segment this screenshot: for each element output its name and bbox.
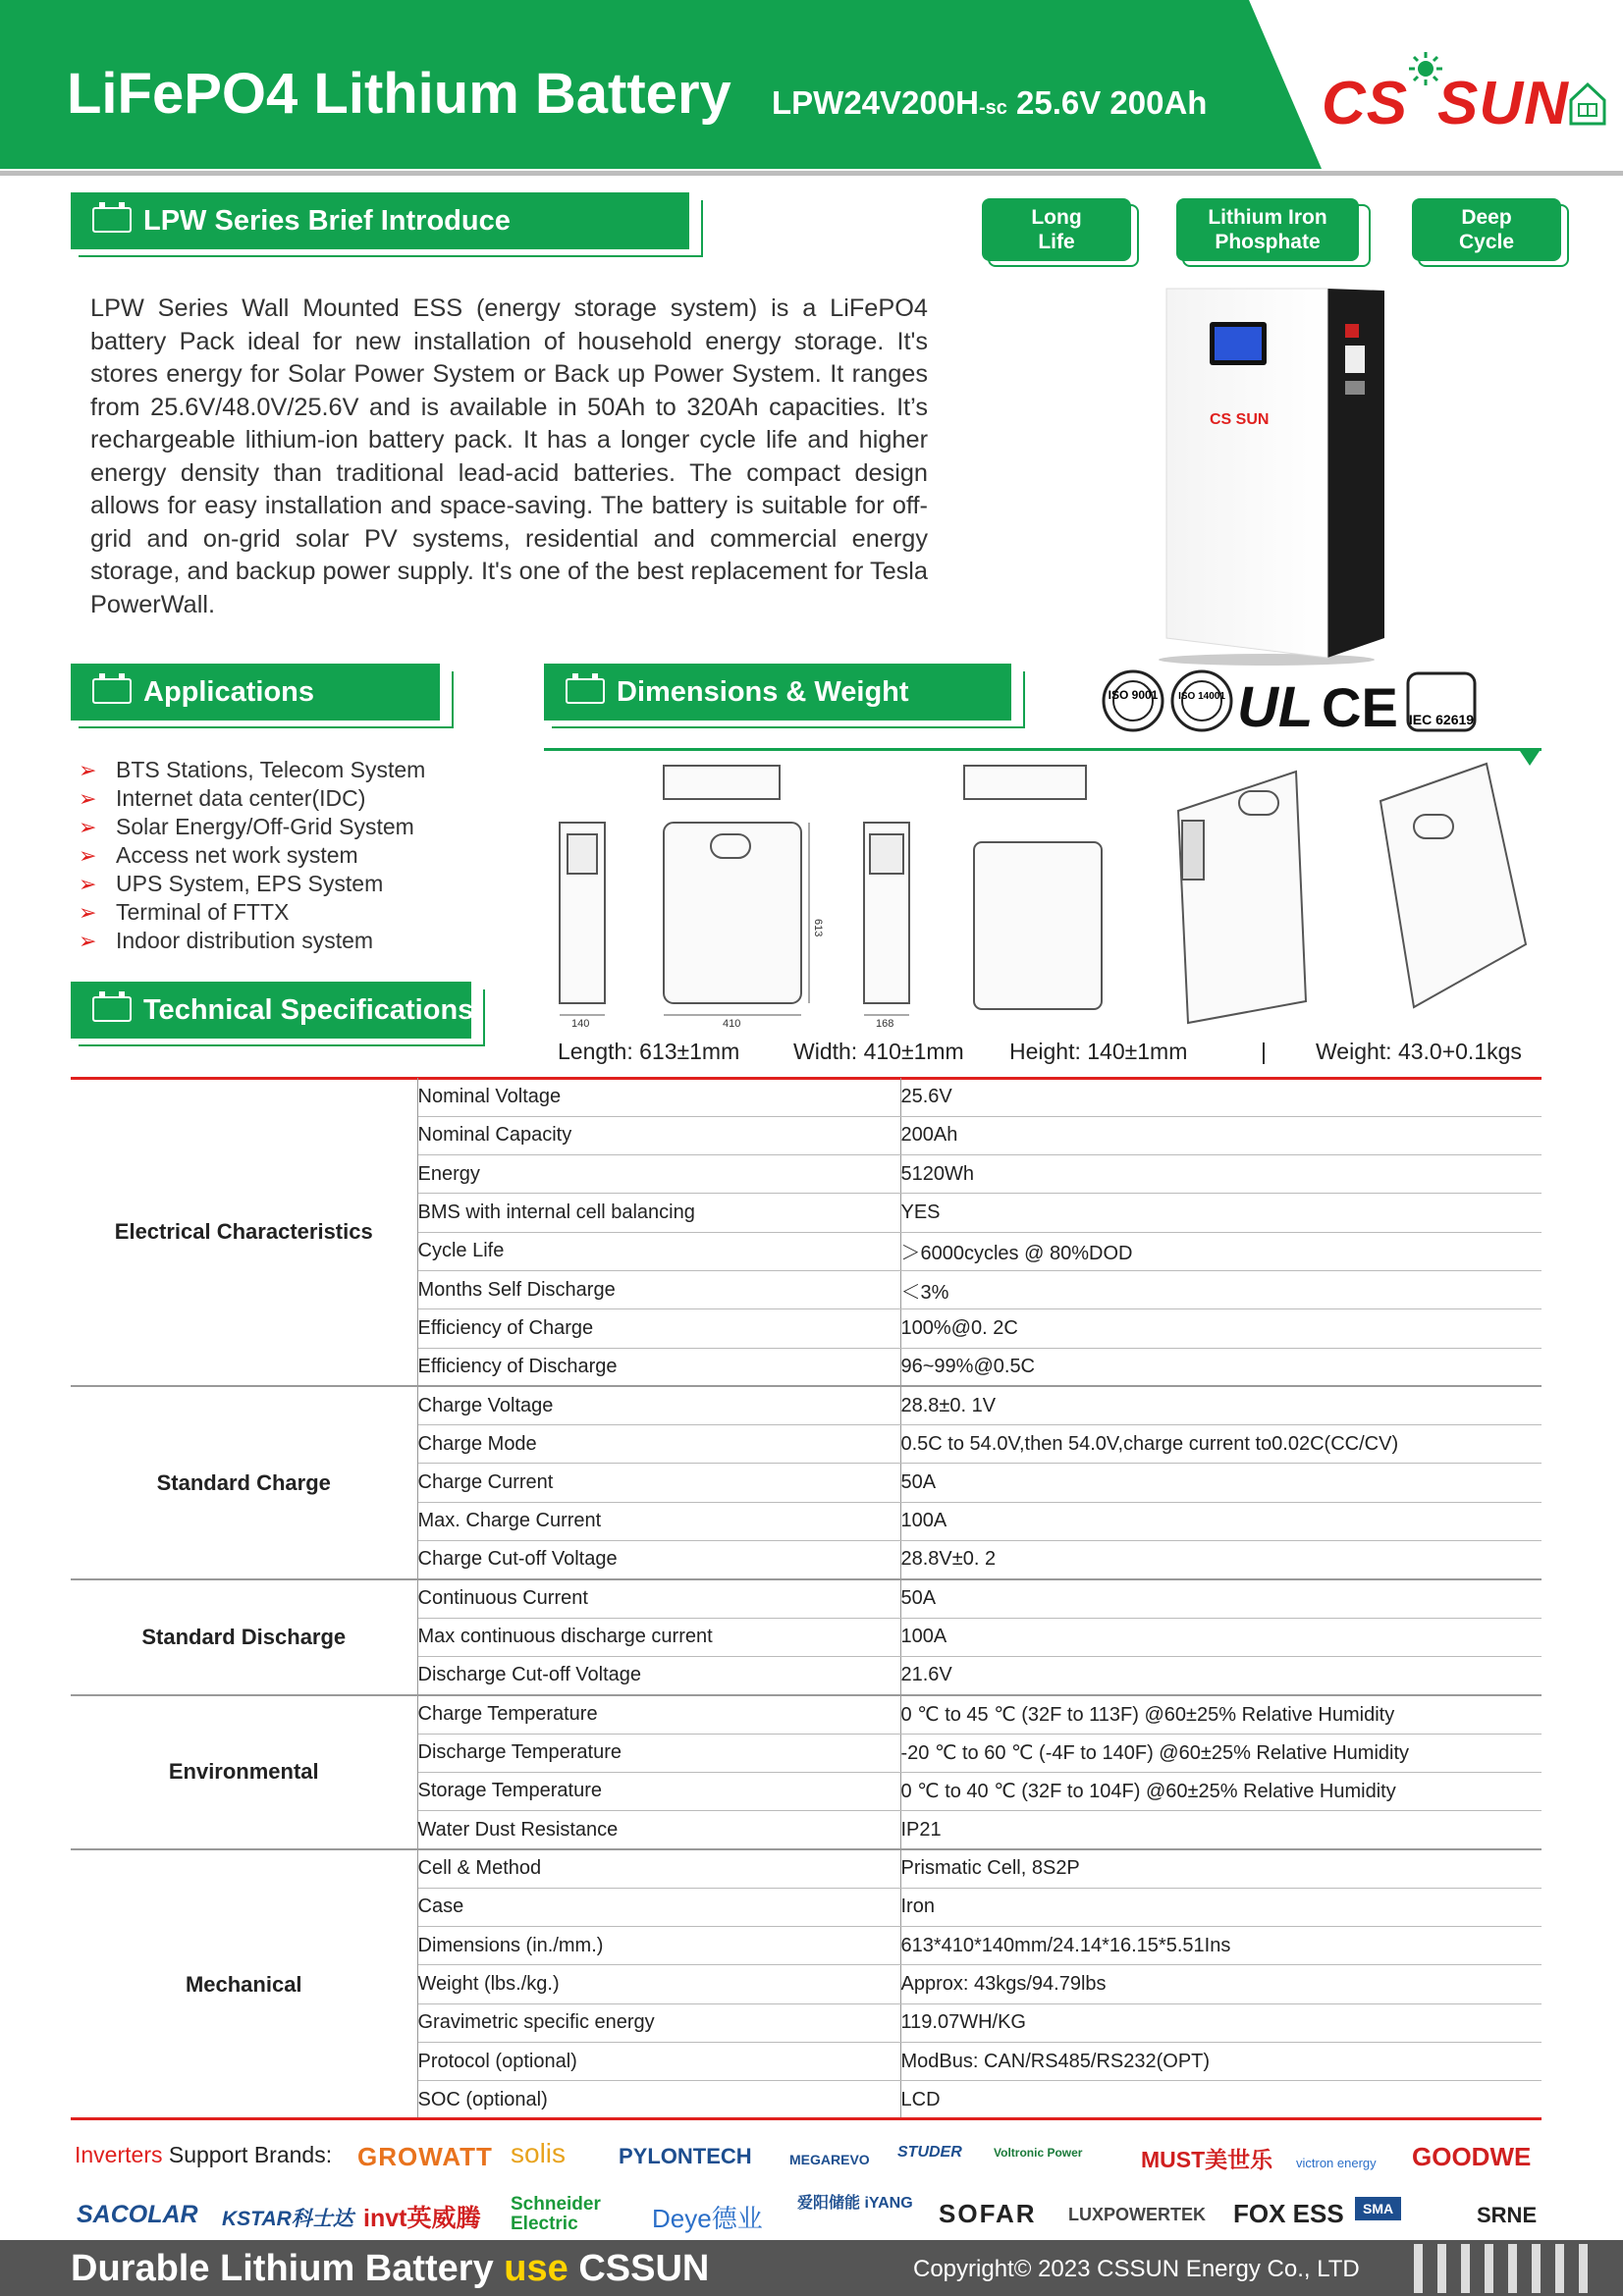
list-item: ➢ Access net work system (79, 842, 358, 868)
spec-value: 100A (900, 1618, 1542, 1656)
spec-value: 100%@0. 2C (900, 1309, 1542, 1348)
dim-weight: Weight: 43.0+0.1kgs (1316, 1039, 1522, 1064)
spec-parameter: Discharge Temperature (417, 1734, 900, 1772)
table-row (71, 1386, 1542, 1424)
brand-sma: SMA (1355, 2197, 1401, 2220)
section-intro-title: LPW Series Brief Introduce (143, 205, 511, 237)
footer-copyright: Copyright© 2023 CSSUN Energy Co., LTD (913, 2256, 1360, 2282)
table-row (71, 1579, 1542, 1618)
spec-value: 0 ℃ to 40 ℃ (32F to 104F) @60±25% Relative Humidity (900, 1772, 1542, 1810)
brand-growatt: GROWATT (357, 2142, 493, 2171)
ul-icon: UL (1237, 675, 1314, 734)
battery-icon (92, 207, 132, 233)
brand-voltronic: Voltronic Power (994, 2146, 1083, 2160)
spec-category: Standard Discharge (71, 1579, 417, 1695)
section-dimensions-header (544, 664, 1019, 721)
spec-parameter: Storage Temperature (417, 1772, 900, 1810)
brand-kstar: KSTAR科士达 (222, 2208, 353, 2230)
brand-victron: victron energy (1296, 2156, 1377, 2170)
list-item: ➢ Internet data center(IDC) (79, 785, 366, 811)
brand-iyang: 爱阳储能 iYANG (797, 2195, 913, 2212)
spec-parameter: Cycle Life (417, 1232, 900, 1270)
spec-parameter: Case (417, 1888, 900, 1926)
list-item: ➢ Solar Energy/Off-Grid System (79, 814, 414, 839)
battery-icon (92, 678, 132, 704)
battery-icon (566, 678, 605, 704)
spec-parameter: Charge Mode (417, 1425, 900, 1464)
spec-parameter: Months Self Discharge (417, 1270, 900, 1308)
certification-logos (1100, 666, 1483, 734)
spec-parameter: Max. Charge Current (417, 1502, 900, 1540)
spec-category: Mechanical (71, 1849, 417, 2119)
spec-parameter: Water Dust Resistance (417, 1811, 900, 1849)
iso9001-icon (1104, 671, 1163, 730)
spec-value: -20 ℃ to 60 ℃ (-4F to 140F) @60±25% Relative Humidity (900, 1734, 1542, 1772)
section-dimensions-title: Dimensions & Weight (617, 676, 909, 708)
spec-parameter: Nominal Capacity (417, 1116, 900, 1154)
brand-srne: SRNE (1477, 2203, 1538, 2227)
spec-parameter: Charge Temperature (417, 1695, 900, 1734)
spec-value: 613*410*140mm/24.14*16.15*5.51Ins (900, 1927, 1542, 1965)
spec-value: 96~99%@0.5C (900, 1348, 1542, 1386)
brand-deye: Deye德业 (652, 2204, 763, 2233)
svg-text:ISO 14001: ISO 14001 (1178, 691, 1225, 702)
brand-goodwe: GOODWE (1412, 2142, 1532, 2171)
spec-parameter: Energy (417, 1155, 900, 1194)
logo-text-sun: SUN (1437, 70, 1569, 137)
brand-sacolar: SACOLAR (77, 2201, 198, 2228)
spec-parameter: Weight (lbs./kg.) (417, 1965, 900, 2003)
logo-text-cs: CS (1322, 70, 1409, 137)
section-applications-header (71, 664, 448, 721)
footer-slogan: Durable Lithium Battery use CSSUN (71, 2248, 710, 2289)
spec-parameter: Max continuous discharge current (417, 1618, 900, 1656)
spec-parameter: Charge Voltage (417, 1386, 900, 1424)
spec-category: Electrical Characteristics (71, 1078, 417, 1386)
spec-parameter: Nominal Voltage (417, 1078, 900, 1116)
spec-category: Standard Charge (71, 1386, 417, 1578)
footer-barcode-decoration (1414, 2244, 1602, 2293)
svg-text:ISO 9001: ISO 9001 (1108, 688, 1159, 702)
spec-value: Approx: 43kgs/94.79lbs (900, 1965, 1542, 2003)
arrow-icon: ➢ (79, 929, 97, 953)
spec-value: 28.8V±0. 2 (900, 1541, 1542, 1579)
dim-separator: | (1261, 1039, 1267, 1064)
intro-paragraph: LPW Series Wall Mounted ESS (energy storage system) is a LiFePO4 battery Pack ideal for new installation of household energy storage. It's stores energy for Solar Power System or Back up Power System. It ranges from 25.6V/48.0V/25.6V and is available in 50Ah to 320Ah capacities. It’s rechargeable lithium-ion battery pack. It has a longer cycle life and higher energy density than traditional lead-acid batteries. The compact design allows for easy installation and space-saving. The battery is suitable for off-grid and on-grid solar PV systems, residential and commercial energy storage, and backup power supply. It's one of the best replacement for Tesla PowerWall. (90, 294, 928, 618)
brand-megarevo: MEGAREVO (789, 2152, 870, 2167)
section-intro-header (71, 192, 699, 249)
table-row (71, 1695, 1542, 1734)
arrow-icon: ➢ (79, 900, 97, 925)
brand-studer: STUDER (897, 2144, 962, 2161)
arrow-icon: ➢ (79, 786, 97, 811)
table-row (71, 1078, 1542, 1116)
brand-must: MUST美世乐 (1141, 2147, 1273, 2172)
iec-icon (1408, 673, 1475, 730)
spec-category: Environmental (71, 1695, 417, 1849)
spec-parameter: BMS with internal cell balancing (417, 1194, 900, 1232)
svg-text:613: 613 (812, 919, 824, 937)
battery-product-image (1149, 285, 1394, 667)
spec-value: 25.6V (900, 1078, 1542, 1116)
product-model: LPW24V200H-sc 25.6V 200Ah (772, 84, 1208, 121)
dimension-drawings (550, 762, 1542, 1033)
brand-logo (1322, 61, 1606, 139)
section-specs-title: Technical Specifications (143, 994, 474, 1026)
list-item: ➢ Indoor distribution system (79, 928, 374, 953)
brand-solis: solis (511, 2138, 567, 2168)
spec-parameter: Charge Current (417, 1464, 900, 1502)
applications-list (79, 756, 425, 955)
ce-icon: CE (1322, 676, 1398, 734)
svg-text:168: 168 (876, 1018, 894, 1030)
spec-value: 0.5C to 54.0V,then 54.0V,charge current to0.02C(CC/CV) (900, 1425, 1542, 1464)
product-title: LiFePO4 Lithium Battery (67, 62, 731, 126)
spec-value: 50A (900, 1579, 1542, 1618)
table-row (71, 1849, 1542, 1888)
svg-text:410: 410 (723, 1018, 741, 1030)
iso14001-icon (1172, 671, 1231, 730)
brand-luxpower: LUXPOWERTEK (1068, 2205, 1207, 2224)
spec-parameter: Efficiency of Charge (417, 1309, 900, 1348)
section-applications-title: Applications (143, 676, 315, 708)
spec-value: 0 ℃ to 45 ℃ (32F to 113F) @60±25% Relative Humidity (900, 1695, 1542, 1734)
spec-value: ModBus: CAN/RS485/RS232(OPT) (900, 2042, 1542, 2080)
header-divider (0, 171, 1623, 176)
spec-parameter: Continuous Current (417, 1579, 900, 1618)
arrow-icon: ➢ (79, 758, 97, 782)
spec-parameter: Gravimetric specific energy (417, 2003, 900, 2042)
arrow-icon: ➢ (79, 843, 97, 868)
spec-table (71, 1078, 1542, 2120)
spec-value: ＜3% (900, 1270, 1542, 1308)
list-item: ➢ BTS Stations, Telecom System (79, 757, 426, 782)
dimensions-underline (544, 748, 1542, 751)
spec-value: ＞6000cycles @ 80%DOD (900, 1232, 1542, 1270)
spec-value: 100A (900, 1502, 1542, 1540)
spec-parameter: SOC (optional) (417, 2081, 900, 2119)
brand-invt: invt英威腾 (363, 2205, 481, 2232)
spec-value: YES (900, 1194, 1542, 1232)
dim-height: Height: 140±1mm (1009, 1039, 1188, 1064)
section-specs-header (71, 982, 479, 1039)
spec-value: 200Ah (900, 1116, 1542, 1154)
spec-parameter: Discharge Cut-off Voltage (417, 1656, 900, 1694)
spec-value: 119.07WH/KG (900, 2003, 1542, 2042)
spec-parameter: Dimensions (in./mm.) (417, 1927, 900, 1965)
spec-parameter: Protocol (optional) (417, 2042, 900, 2080)
tag-long-life: Long Life (982, 198, 1139, 261)
page-header (0, 0, 1623, 169)
list-item: ➢ Terminal of FTTX (79, 899, 290, 925)
spec-value: IP21 (900, 1811, 1542, 1849)
dim-width: Width: 410±1mm (793, 1039, 964, 1064)
house-solar-icon (1567, 79, 1608, 128)
tag-lifepo4: Lithium Iron Phosphate (1176, 198, 1367, 261)
spec-value: Iron (900, 1888, 1542, 1926)
spec-value: 21.6V (900, 1656, 1542, 1694)
spec-value: Prismatic Cell, 8S2P (900, 1849, 1542, 1888)
brand-schneider: Schneider Electric (511, 2194, 601, 2234)
list-item: ➢ UPS System, EPS System (79, 871, 384, 896)
product-logo-text: CS SUN (1210, 411, 1270, 428)
svg-text:140: 140 (571, 1018, 590, 1030)
spec-parameter: Charge Cut-off Voltage (417, 1541, 900, 1579)
tag-deep-cycle: Deep Cycle (1412, 198, 1569, 261)
brands-label: Inverters Support Brands: (75, 2142, 333, 2167)
arrow-icon: ➢ (79, 872, 97, 896)
battery-icon (92, 996, 132, 1022)
page-footer (0, 2240, 1623, 2296)
brand-pylontech: PYLONTECH (619, 2144, 752, 2168)
svg-text:IEC 62619: IEC 62619 (1408, 712, 1475, 727)
spec-value: 5120Wh (900, 1155, 1542, 1194)
spec-value: 50A (900, 1464, 1542, 1502)
brand-foxess: FOX ESS (1233, 2199, 1344, 2228)
brand-sofar: SOFAR (939, 2199, 1037, 2228)
spec-parameter: Cell & Method (417, 1849, 900, 1888)
dim-length: Length: 613±1mm (558, 1039, 740, 1064)
spec-parameter: Efficiency of Discharge (417, 1348, 900, 1386)
arrow-icon: ➢ (79, 815, 97, 839)
spec-value: 28.8±0. 1V (900, 1386, 1542, 1424)
spec-table-bottom-rule (71, 2117, 1542, 2120)
spec-value: LCD (900, 2081, 1542, 2119)
